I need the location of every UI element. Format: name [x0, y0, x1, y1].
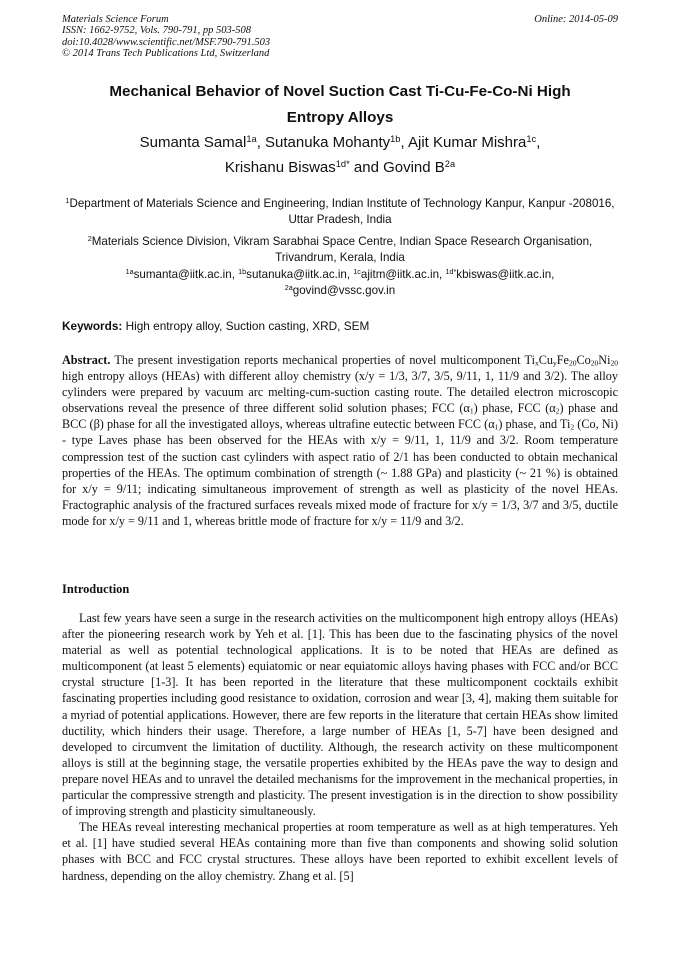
abstract-text: ) phase and BCC (β) phase for all the investigated alloys, whereas ultrafine eutectic between FCC (α: [62, 401, 619, 432]
author-mark: 1a: [246, 133, 257, 144]
email-mark: 2a: [284, 283, 293, 293]
author-name: Krishanu Biswas: [224, 159, 336, 176]
formula-subscript: 20: [610, 358, 618, 368]
formula-element: Fe: [556, 353, 569, 367]
affiliation-mark: 2: [87, 234, 92, 244]
email-mark: 1d*: [445, 267, 457, 277]
author-mark: 2a: [444, 158, 456, 169]
formula-subscript: x: [534, 358, 539, 368]
keywords-text: High entropy alloy, Suction casting, XRD, SEM: [125, 319, 370, 333]
email-link[interactable]: sumanta@iitk.ac.in,: [133, 268, 239, 281]
author-mark: 1c: [526, 133, 537, 144]
phase-subscript: 2: [555, 406, 560, 416]
keywords: [62, 318, 618, 334]
formula-element: Co: [576, 353, 591, 367]
affiliation-text: Materials Science Division, Vikram Sarabhai Space Centre, Indian Space Research Organisation, Trivandrum, Kerala, India: [91, 235, 593, 264]
keywords-label: Keywords:: [62, 319, 123, 333]
title-line-1: Mechanical Behavior of Novel Suction Cast Ti-Cu-Fe-Co-Ni High: [109, 83, 571, 100]
email-link[interactable]: sutanuka@iitk.ac.in,: [246, 268, 354, 281]
formula-subscript: 20: [590, 358, 599, 368]
email-mark: 1b: [238, 267, 247, 277]
formula-element: Cu: [538, 353, 553, 367]
phase-subscript: 1: [469, 406, 474, 416]
abstract: [62, 352, 618, 529]
abstract-text: ) phase, and Ti: [498, 417, 571, 432]
affiliation-mark: 1: [65, 196, 70, 206]
phase-subscript: 1: [494, 422, 499, 432]
email-mark: 1a: [125, 267, 134, 277]
email-link[interactable]: kbiswas@iitk.ac.in,: [456, 268, 555, 281]
online-date: Online: 2014-05-09: [534, 14, 618, 25]
author-name: Govind B: [383, 159, 445, 176]
formula-subscript: 20: [568, 358, 577, 368]
alloy-formula: [525, 353, 618, 367]
doi-line: doi:10.4028/www.scientific.net/MSF.790-791.503: [62, 36, 271, 48]
email-list: [62, 267, 618, 299]
author-sep: ,: [536, 134, 541, 151]
affiliation-1: [62, 196, 618, 228]
journal-header: [62, 14, 618, 59]
author-mark: 1d*: [335, 158, 350, 169]
author-list: [62, 130, 618, 180]
introduction-body: [62, 610, 618, 884]
formula-element: Ni: [598, 353, 611, 367]
author-mark: 1b: [390, 133, 401, 144]
email-link[interactable]: govind@vssc.gov.in: [292, 284, 396, 297]
abstract-text: The present investigation reports mechanical properties of novel multicomponent: [110, 353, 525, 367]
email-link[interactable]: ajitm@iitk.ac.in,: [360, 268, 446, 281]
abstract-text: high entropy alloys (HEAs) with different alloy chemistry (x/y = 1/3, 3/7, 3/5, 9/11, 1, 11/9 and 3/2). The alloy cylinders were prepared by vacuum arc melting-cum-suction casting route. The detailed electron microscopic observations reveal the presence of three different solid solution phases; FCC (α: [62, 369, 618, 416]
author-sep: and: [349, 159, 384, 176]
author-name: Ajit Kumar Mishra: [408, 134, 527, 151]
abstract-text: (Co, Ni) - type Laves phase has been observed for the HEAs with x/y = 9/11, 1, 11/9 and 3/2. Room temperature compression test of the suction cast cylinders with aspect ratio of 2/1 has been conducted to obtain mechanical properties of the HEAs. The optimum combination of strength (~ 1.88 GPa) and plasticity (~ 21 %) is obtained for x/y = 9/11; indicating simultaneous improvement of strength as well as plasticity of the novel HEAs. Fractographic analysis of the fractured surfaces reveals mixed mode of fracture for x/y = 1/3, 3/7 and 3/5, ductile mode for x/y = 9/11 and 1, whereas brittle mode of fracture for x/y = 11/9 and 3/2.: [62, 417, 618, 528]
author-name: Sumanta Samal: [139, 134, 247, 151]
affiliation-text: Department of Materials Science and Engineering, Indian Institute of Technology Kanpur, Kanpur -208016, Uttar Pradesh, India: [69, 197, 615, 226]
paragraph: Last few years have seen a surge in the research activities on the multicomponent high entropy alloys (HEAs) after the pioneering research work by Yeh et al. [1]. This has been due to the fascinating physics of the novel material as well as potential technological applications. It is to be noted that HEAs are defined as multicomponent (at least 5 elements) equiatomic or near equiatomic alloys having phases with FCC and/or BCC crystal structure [1-3]. It has been reported in the literature that these multicomponent cocktails exhibit fascinating properties including good resistance to oxidation, corrosion and wear [3, 4], making them suitable for a myriad of potential applications. However, there are few reports in the literature that certain HEAs show limited ductility, which hinders their usage. Therefore, a large number of HEAs [1, 5-7] have been designed and developed to circumvent the limitation of ductility. Although, the research activity on these multicomponent alloys is still at the beginning stage, the versatile properties exhibited by the HEAs pave the way to design and prepare novel HEAs and to unravel the detailed mechanisms for the improvement in the mechanical properties, in particular the compressive strength and plasticity. The present investigation is in the direction to show possibility of improving strength and plasticity simultaneously.: [62, 611, 618, 819]
copyright-line: © 2014 Trans Tech Publications Ltd, Switzerland: [62, 47, 270, 59]
author-name: Sutanuka Mohanty: [265, 134, 391, 151]
issn-line: ISSN: 1662-9752, Vols. 790-791, pp 503-508: [62, 25, 251, 37]
formula-element: Ti: [524, 353, 535, 367]
author-sep: ,: [256, 134, 266, 151]
phase-subscript: 2: [570, 422, 575, 432]
formula-subscript: y: [552, 358, 557, 368]
title-line-2: Entropy Alloys: [286, 109, 394, 126]
abstract-label: Abstract.: [62, 353, 111, 367]
author-sep: ,: [400, 134, 408, 151]
journal-name: Materials Science Forum: [62, 14, 169, 25]
email-mark: 1c: [353, 267, 361, 277]
affiliation-2: [62, 234, 618, 266]
paragraph: The HEAs reveal interesting mechanical properties at room temperature as well as at high temperatures. Yeh et al. [1] have studied several HEAs containing more than five than components and showing solid solution phases with BCC and FCC crystal structures. These alloys have been reported to exhibit excellent levels of hardness, depending on the alloy chemistry. Zhang et al. [5]: [62, 820, 618, 883]
abstract-text: ) phase, FCC (α: [473, 401, 556, 416]
paper-title: [62, 79, 618, 131]
introduction-heading: Introduction: [62, 582, 130, 596]
